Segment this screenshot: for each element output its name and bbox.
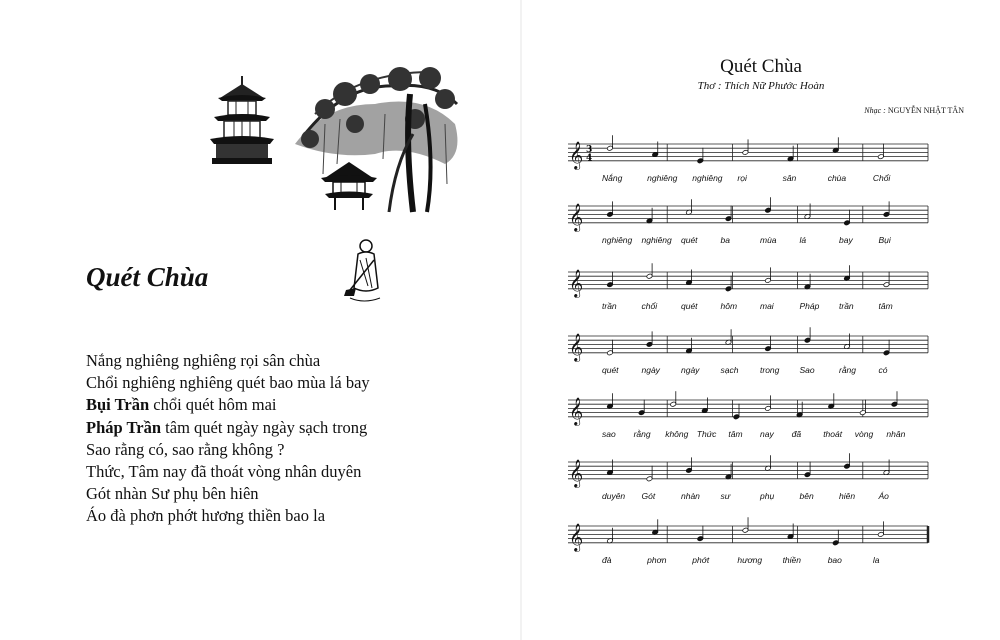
lyric-syllable: không — [665, 428, 689, 439]
lyric-syllable: sao — [602, 428, 616, 439]
lyric-syllable: rằng — [839, 364, 857, 375]
treble-clef-icon: 𝄞 — [569, 396, 584, 425]
lyric-syllable: trong — [760, 364, 780, 375]
lyric-syllable: ba — [720, 234, 730, 245]
time-signature-bottom: 4 — [586, 153, 593, 164]
lyric-syllable: chùa — [827, 172, 847, 183]
poem-line: Thức, Tâm nay đã thoát vòng nhân duyên — [86, 462, 362, 482]
lyric-syllable: quét — [602, 364, 619, 375]
lyric-syllable: Gót — [641, 490, 656, 501]
lyric-syllable: chổi — [641, 300, 658, 311]
lyric-syllable: phớt — [692, 554, 710, 565]
lyric-syllable: có — [878, 364, 888, 375]
lyric-syllable: phơn — [647, 554, 667, 565]
lyric-syllable: sân — [782, 172, 797, 183]
lyric-syllable: nhàn — [681, 490, 700, 501]
lyric-syllable: Pháp — [799, 300, 820, 311]
lyric-syllable: vòng — [854, 428, 874, 439]
lyric-syllable: mai — [760, 300, 774, 311]
poem-line: Bụi Trần chổi quét hôm mai — [86, 395, 277, 415]
poem-line: Nắng nghiêng nghiêng rọi sân chùa — [86, 351, 321, 370]
lyric-syllable: quét — [681, 300, 698, 311]
lyric-syllable: sư — [720, 490, 731, 501]
poem-title: Quét Chùa — [86, 262, 209, 292]
composer-name: NGUYỄN NHẬT TÂN — [887, 106, 964, 115]
lyric-syllable: nhân — [886, 428, 906, 439]
lyric-syllable: thiền — [782, 554, 801, 565]
lyric-syllable: Chổi — [872, 172, 891, 183]
lyric-syllable: Áo — [878, 490, 889, 501]
time-signature-top: 3 — [586, 144, 593, 155]
lyric-syllable: quét — [681, 234, 698, 245]
lyric-syllable: sạch — [720, 364, 739, 375]
pagoda-illustration — [208, 76, 278, 166]
lyric-syllable: hiên — [839, 490, 856, 501]
treble-clef-icon: 𝄞 — [569, 202, 584, 231]
right-page — [522, 0, 1000, 640]
lyric-syllable: hương — [737, 554, 763, 565]
composer-label: Nhạc : — [864, 106, 886, 115]
lyric-syllable: nghiêng — [602, 234, 633, 245]
poem-line: Áo đà phơn phớt hương thiền bao la — [86, 506, 326, 526]
lyric-syllable: nghiêng — [647, 172, 678, 183]
lyric-syllable: la — [872, 554, 880, 565]
treble-clef-icon: 𝄞 — [569, 332, 584, 361]
lyric-syllable: rằng — [633, 428, 651, 439]
poem-line: Pháp Trần tâm quét ngày ngày sạch trong — [86, 417, 368, 437]
monk-sweeping-illustration — [344, 238, 384, 306]
lyric-syllable: tâm — [878, 300, 893, 311]
lyric-syllable: trần — [602, 300, 617, 311]
lyric-syllable: bao — [827, 554, 842, 565]
music-score — [522, 0, 1000, 640]
lyric-syllable: nay — [760, 428, 774, 439]
tree-temple-illustration — [285, 64, 463, 214]
treble-clef-icon: 𝄞 — [569, 268, 584, 297]
song-title: Quét Chùa — [720, 56, 802, 77]
lyric-syllable: Thức — [696, 428, 717, 439]
poem-line: Chổi nghiêng nghiêng quét bao mùa lá bay — [86, 373, 370, 393]
poem-line: Gót nhàn Sư phụ bên hiên — [86, 484, 259, 504]
lyric-syllable: bay — [839, 234, 853, 245]
lyric-syllable: Nắng — [602, 172, 623, 183]
lyric-syllable: thoát — [823, 428, 843, 439]
lyric-syllable: trần — [839, 300, 854, 311]
lyric-syllable: ngày — [681, 364, 700, 375]
lyric-syllable: đã — [791, 428, 802, 439]
lyric-syllable: đà — [602, 554, 612, 565]
lyric-syllable: rọi — [737, 172, 747, 183]
lyric-syllable: hôm — [720, 300, 738, 311]
lyric-syllable: nghiêng — [692, 172, 723, 183]
treble-clef-icon: 𝄞 — [569, 522, 584, 551]
poem-line: Sao rằng có, sao rằng không ? — [86, 439, 285, 459]
treble-clef-icon: 𝄞 — [569, 458, 584, 487]
lyric-syllable: nghiêng — [641, 234, 672, 245]
poem-body — [86, 350, 370, 528]
treble-clef-icon: 𝄞 — [569, 140, 584, 169]
lyric-syllable: phụ — [760, 490, 775, 501]
poet-credit: Thơ : Thích Nữ Phước Hoàn — [697, 80, 825, 92]
lyric-syllable: ngày — [641, 364, 660, 375]
lyric-syllable: duyên — [602, 490, 626, 501]
lyric-syllable: tâm — [728, 428, 743, 439]
lyric-syllable: lá — [799, 234, 807, 245]
lyric-syllable: bên — [799, 490, 814, 501]
lyric-syllable: Sao — [799, 364, 815, 375]
lyric-syllable: Bụi — [878, 234, 891, 245]
lyric-syllable: mùa — [760, 234, 777, 245]
